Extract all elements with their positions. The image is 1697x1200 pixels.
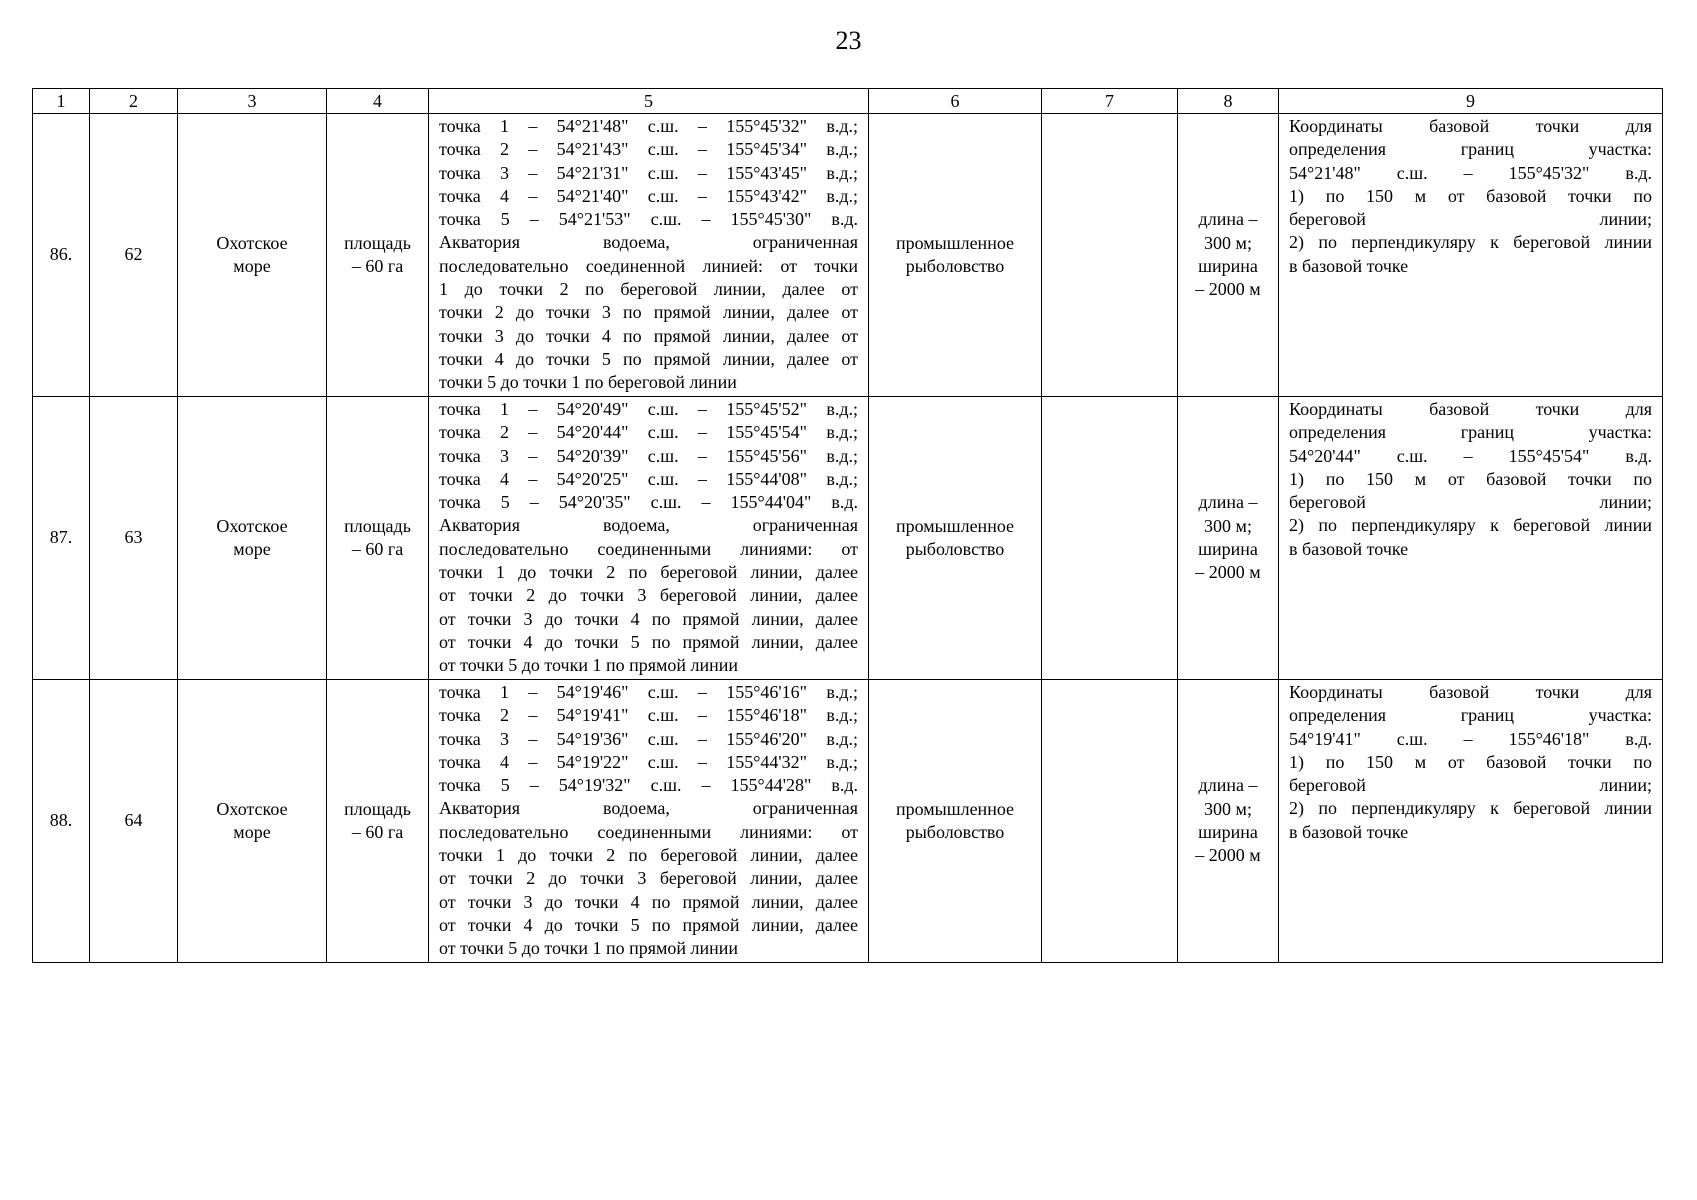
notes-line: в базовой точке xyxy=(1289,538,1409,559)
notes-line: 1) по 150 м от базовой точки по xyxy=(1289,751,1652,772)
header-col-1: 1 xyxy=(33,89,90,114)
coordinates-line: точка 1 – 54°20'49" с.ш. – 155°45'52" в.д.; xyxy=(439,399,858,419)
coordinates-line: от точки 5 до точки 1 по прямой линии xyxy=(439,938,739,959)
coordinates-line: от точки 5 до точки 1 по прямой линии xyxy=(439,655,739,676)
coordinates-line: от точки 4 до точки 5 по прямой линии, далее xyxy=(439,914,858,935)
header-col-8: 8 xyxy=(1178,89,1279,114)
notes-line: 2) по перпендикуляру к береговой линии xyxy=(1289,798,1652,819)
purpose-line: рыболовство xyxy=(905,822,1005,842)
coordinates-line: от точки 2 до точки 3 береговой линии, далее xyxy=(439,585,858,606)
coordinates-line: последовательно соединенной линией: от точки xyxy=(439,255,858,276)
purpose-cell xyxy=(869,680,1042,963)
fishing-plots-table xyxy=(32,88,1663,963)
purpose-line: промышленное xyxy=(895,232,1015,253)
row-number: 87. xyxy=(33,397,90,680)
header-col-7: 7 xyxy=(1042,89,1178,114)
notes-cell xyxy=(1279,680,1663,963)
coordinates-line: точки 3 до точки 4 по прямой линии, далее от xyxy=(439,325,858,346)
plot-size-line: – 2000 м xyxy=(1195,845,1261,866)
coordinates-line: точка 4 – 54°21'40" с.ш. – 155°43'42" в.д.; xyxy=(439,185,858,206)
purpose-line: рыболовство xyxy=(905,539,1005,559)
table-row xyxy=(33,397,1663,680)
plot-size-line: 300 м; xyxy=(1204,515,1252,536)
coordinates-line: 1 до точки 2 по береговой линии, далее от xyxy=(439,279,858,300)
header-col-3: 3 xyxy=(178,89,327,114)
plot-size-line: ширина xyxy=(1198,539,1258,559)
coordinates-line: точка 5 – 54°20'35" с.ш. – 155°44'04" в.д. xyxy=(439,492,858,513)
notes-cell xyxy=(1279,397,1663,680)
coordinates-line: точка 3 – 54°19'36" с.ш. – 155°46'20" в.д.; xyxy=(439,728,858,749)
row-number: 86. xyxy=(33,114,90,397)
plot-size-line: длина – xyxy=(1198,775,1258,796)
coordinates-line: точки 2 до точки 3 по прямой линии, далее от xyxy=(439,302,858,323)
notes-line: 54°19'41" с.ш. – 155°46'18" в.д. xyxy=(1289,728,1652,749)
coordinates-line: точка 1 – 54°19'46" с.ш. – 155°46'16" в.д.; xyxy=(439,682,858,702)
water-body-cell xyxy=(178,114,327,397)
coordinates-line: точка 5 – 54°19'32" с.ш. – 155°44'28" в.д. xyxy=(439,775,858,796)
notes-line: в базовой точке xyxy=(1289,255,1409,276)
plot-number: 64 xyxy=(90,680,178,963)
plot-size-line: – 2000 м xyxy=(1195,562,1261,583)
water-body-cell xyxy=(178,397,327,680)
coordinates-cell xyxy=(429,114,869,397)
plot-size-line: – 2000 м xyxy=(1195,279,1261,300)
area-line: – 60 га xyxy=(351,822,404,842)
coordinates-line: Акватория водоема, ограниченная xyxy=(439,798,858,819)
area-cell xyxy=(327,114,429,397)
notes-line: Координаты базовой точки для xyxy=(1289,682,1652,702)
plot-size-line: ширина xyxy=(1198,256,1258,276)
area-cell xyxy=(327,397,429,680)
notes-line: определения границ участка: xyxy=(1289,422,1652,443)
notes-line: 54°21'48" с.ш. – 155°45'32" в.д. xyxy=(1289,162,1652,183)
water-body-line: Охотское xyxy=(216,232,288,253)
notes-line: Координаты базовой точки для xyxy=(1289,116,1652,136)
purpose-line: промышленное xyxy=(895,515,1015,536)
plot-size-line: 300 м; xyxy=(1204,232,1252,253)
notes-line: береговой линии; xyxy=(1289,775,1652,796)
table-row xyxy=(33,114,1663,397)
plot-size-cell xyxy=(1178,397,1279,680)
plot-size-cell xyxy=(1178,680,1279,963)
table-body xyxy=(33,114,1663,963)
notes-cell xyxy=(1279,114,1663,397)
coordinates-line: Акватория водоема, ограниченная xyxy=(439,232,858,253)
header-col-5: 5 xyxy=(429,89,869,114)
coordinates-line: точки 1 до точки 2 по береговой линии, далее xyxy=(439,562,858,583)
coordinates-line: от точки 3 до точки 4 по прямой линии, далее xyxy=(439,891,858,912)
coordinates-line: точка 4 – 54°19'22" с.ш. – 155°44'32" в.д.; xyxy=(439,751,858,772)
purpose-line: рыболовство xyxy=(905,256,1005,276)
notes-line: Координаты базовой точки для xyxy=(1289,399,1652,419)
water-body-cell xyxy=(178,680,327,963)
plot-number: 63 xyxy=(90,397,178,680)
table-header-row xyxy=(33,89,1663,114)
header-col-9: 9 xyxy=(1279,89,1663,114)
header-col-6: 6 xyxy=(869,89,1042,114)
coordinates-line: точка 2 – 54°19'41" с.ш. – 155°46'18" в.д.; xyxy=(439,705,858,726)
plot-size-line: длина – xyxy=(1198,209,1258,230)
area-line: площадь xyxy=(344,232,411,253)
notes-line: определения границ участка: xyxy=(1289,139,1652,160)
area-cell xyxy=(327,680,429,963)
coordinates-line: Акватория водоема, ограниченная xyxy=(439,515,858,536)
coordinates-line: от точки 4 до точки 5 по прямой линии, далее xyxy=(439,631,858,652)
water-body-line: море xyxy=(233,822,271,842)
notes-line: береговой линии; xyxy=(1289,209,1652,230)
coordinates-line: точка 1 – 54°21'48" с.ш. – 155°45'32" в.д.; xyxy=(439,116,858,136)
purpose-line: промышленное xyxy=(895,798,1015,819)
water-body-line: море xyxy=(233,256,271,276)
plot-number: 62 xyxy=(90,114,178,397)
coordinates-line: точки 1 до точки 2 по береговой линии, далее xyxy=(439,845,858,866)
coordinates-line: последовательно соединенными линиями: от xyxy=(439,538,858,559)
coordinates-line: точка 4 – 54°20'25" с.ш. – 155°44'08" в.д.; xyxy=(439,468,858,489)
page-number: 23 xyxy=(835,26,862,55)
header-col-2: 2 xyxy=(90,89,178,114)
area-line: – 60 га xyxy=(351,539,404,559)
water-body-line: Охотское xyxy=(216,515,288,536)
notes-line: в базовой точке xyxy=(1289,821,1409,842)
header-col-4: 4 xyxy=(327,89,429,114)
notes-line: 2) по перпендикуляру к береговой линии xyxy=(1289,515,1652,536)
area-line: – 60 га xyxy=(351,256,404,276)
coordinates-line: точки 4 до точки 5 по прямой линии, далее от xyxy=(439,348,858,369)
plot-size-line: ширина xyxy=(1198,822,1258,842)
coordinates-cell xyxy=(429,680,869,963)
notes-line: береговой линии; xyxy=(1289,492,1652,513)
notes-line: 1) по 150 м от базовой точки по xyxy=(1289,468,1652,489)
plot-size-line: 300 м; xyxy=(1204,798,1252,819)
plot-size-cell xyxy=(1178,114,1279,397)
table-row xyxy=(33,680,1663,963)
coordinates-line: точка 5 – 54°21'53" с.ш. – 155°45'30" в.д. xyxy=(439,209,858,230)
col-7-cell xyxy=(1042,397,1178,680)
purpose-cell xyxy=(869,114,1042,397)
area-line: площадь xyxy=(344,515,411,536)
notes-line: 1) по 150 м от базовой точки по xyxy=(1289,185,1652,206)
col-7-cell xyxy=(1042,114,1178,397)
row-number: 88. xyxy=(33,680,90,963)
plot-size-line: длина – xyxy=(1198,492,1258,513)
coordinates-line: точка 2 – 54°21'43" с.ш. – 155°45'34" в.д.; xyxy=(439,139,858,160)
water-body-line: море xyxy=(233,539,271,559)
col-7-cell xyxy=(1042,680,1178,963)
notes-line: определения границ участка: xyxy=(1289,705,1652,726)
purpose-cell xyxy=(869,397,1042,680)
notes-line: 54°20'44" с.ш. – 155°45'54" в.д. xyxy=(1289,445,1652,466)
coordinates-cell xyxy=(429,397,869,680)
coordinates-line: от точки 2 до точки 3 береговой линии, далее xyxy=(439,868,858,889)
notes-line: 2) по перпендикуляру к береговой линии xyxy=(1289,232,1652,253)
coordinates-line: точка 3 – 54°20'39" с.ш. – 155°45'56" в.д.; xyxy=(439,445,858,466)
coordinates-line: последовательно соединенными линиями: от xyxy=(439,821,858,842)
area-line: площадь xyxy=(344,798,411,819)
coordinates-line: точка 3 – 54°21'31" с.ш. – 155°43'45" в.д.; xyxy=(439,162,858,183)
coordinates-line: точки 5 до точки 1 по береговой линии xyxy=(439,372,737,393)
coordinates-line: от точки 3 до точки 4 по прямой линии, далее xyxy=(439,608,858,629)
coordinates-line: точка 2 – 54°20'44" с.ш. – 155°45'54" в.д.; xyxy=(439,422,858,443)
water-body-line: Охотское xyxy=(216,798,288,819)
